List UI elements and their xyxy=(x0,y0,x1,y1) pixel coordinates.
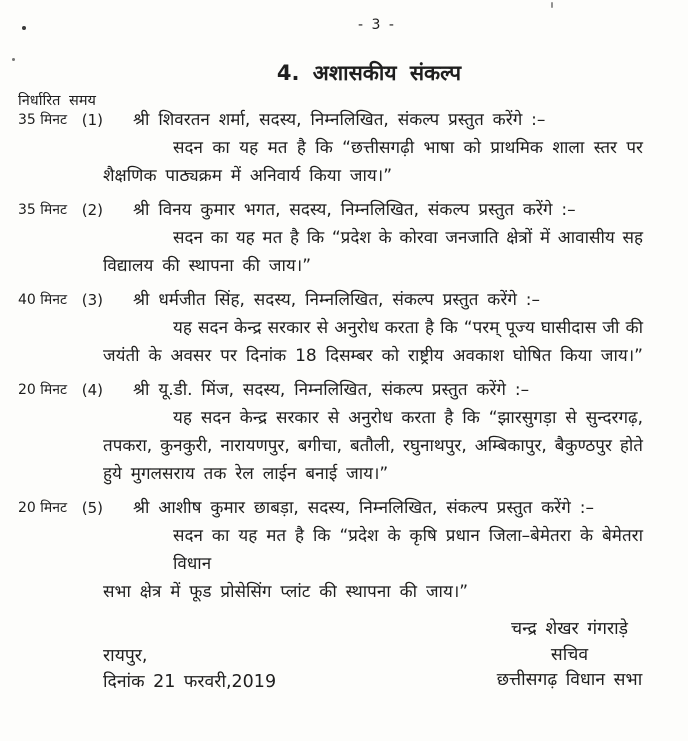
time-value: 20 मिनट xyxy=(18,500,68,516)
time-label xyxy=(18,376,103,488)
item-number: (2) xyxy=(81,201,103,219)
scan-speckle xyxy=(22,26,26,30)
resolution-list xyxy=(18,106,643,612)
resolution-text-line: हुये मुगलसराय तक रेल लाईन बनाई जाय।” xyxy=(103,464,389,484)
scan-speckle xyxy=(12,58,15,61)
item-number: (5) xyxy=(81,499,103,517)
resolution-text-line: शैक्षणिक पाठ्यक्रम में अनिवार्य किया जाय।” xyxy=(103,166,393,186)
signatory-name: चन्द्र शेखर गंगराड़े xyxy=(510,619,629,639)
item-content xyxy=(103,106,643,190)
resolution-item-2 xyxy=(18,196,643,280)
member-intro-line: श्री यू.डी. मिंज, सदस्य, निम्नलिखित, संकल्प प्रस्तुत करेंगे :– xyxy=(133,380,530,400)
resolution-text-line: विद्यालय की स्थापना की जाय।” xyxy=(103,256,312,276)
time-value: 40 मिनट xyxy=(18,292,68,308)
footer-place: रायपुर, xyxy=(103,646,148,666)
footer-date: दिनांक 21 फरवरी,2019 xyxy=(103,671,277,692)
resolution-text-line: यह सदन केन्द्र सरकार से अनुरोध करता है कि “परम् पूज्य घासीदास जी की xyxy=(173,318,643,338)
signature-block xyxy=(462,617,677,694)
time-label xyxy=(18,286,103,370)
resolution-item-3 xyxy=(18,286,643,370)
member-intro-line: श्री शिवरतन शर्मा, सदस्य, निम्नलिखित, संकल्प प्रस्तुत करेंगे :– xyxy=(133,110,546,130)
member-intro-line: श्री विनय कुमार भगत, सदस्य, निम्नलिखित, संकल्प प्रस्तुत करेंगे :– xyxy=(133,200,576,220)
footer-place-date xyxy=(103,644,276,695)
time-label xyxy=(18,106,103,190)
allotted-time-header: निर्धारित समय xyxy=(18,93,96,109)
member-intro-line: श्री आशीष कुमार छाबड़ा, सदस्य, निम्नलिखित, संकल्प प्रस्तुत करेंगे :– xyxy=(133,498,594,518)
item-number: (4) xyxy=(81,381,103,399)
resolution-text-line: सभा क्षेत्र में फूड प्रोसेसिंग प्लांट की स्थापना की जाय।” xyxy=(103,582,469,602)
resolution-text-line: तपकरा, कुनकुरी, नारायणपुर, बगीचा, बतौली, रघुनाथपुर, अम्बिकापुर, बैकुण्ठपुर होते xyxy=(103,436,643,456)
item-content xyxy=(103,376,643,488)
resolution-text-line: सदन का यह मत है कि “प्रदेश के कृषि प्रधान जिला–बेमेतरा के बेमेतरा विधान xyxy=(173,526,643,574)
time-label xyxy=(18,494,103,606)
item-number: (3) xyxy=(81,291,103,309)
signatory-designation: सचिव xyxy=(550,644,589,665)
scan-speckle xyxy=(551,2,553,8)
section-heading: 4. अशासकीय संकल्प xyxy=(276,61,462,85)
item-content xyxy=(103,196,643,280)
resolution-item-4 xyxy=(18,376,643,488)
page-number: - 3 - xyxy=(358,17,396,33)
resolution-text-line: जयंती के अवसर पर दिनांक 18 दिसम्बर को राष्ट्रीय अवकाश घोषित किया जाय।” xyxy=(103,346,643,366)
time-value: 20 मिनट xyxy=(18,382,68,398)
item-content xyxy=(103,494,643,606)
time-label xyxy=(18,196,103,280)
resolution-item-1 xyxy=(18,106,643,190)
item-number: (1) xyxy=(81,111,103,129)
resolution-item-5 xyxy=(18,494,643,606)
resolution-text-line: सदन का यह मत है कि “छत्तीसगढ़ी भाषा को प्राथमिक शाला स्तर पर xyxy=(173,138,643,158)
member-intro-line: श्री धर्मजीत सिंह, सदस्य, निम्नलिखित, संकल्प प्रस्तुत करेंगे :– xyxy=(133,290,541,310)
time-value: 35 मिनट xyxy=(18,112,68,128)
resolution-text-line: सदन का यह मत है कि “प्रदेश के कोरवा जनजाति क्षेत्रों में आवासीय सह xyxy=(173,228,643,248)
item-content xyxy=(103,286,643,370)
signatory-organization: छत्तीसगढ़ विधान सभा xyxy=(496,670,643,690)
time-value: 35 मिनट xyxy=(18,202,68,218)
resolution-text-line: यह सदन केन्द्र सरकार से अनुरोध करता है कि “झारसुगड़ा से सुन्दरगढ़, xyxy=(173,408,643,428)
